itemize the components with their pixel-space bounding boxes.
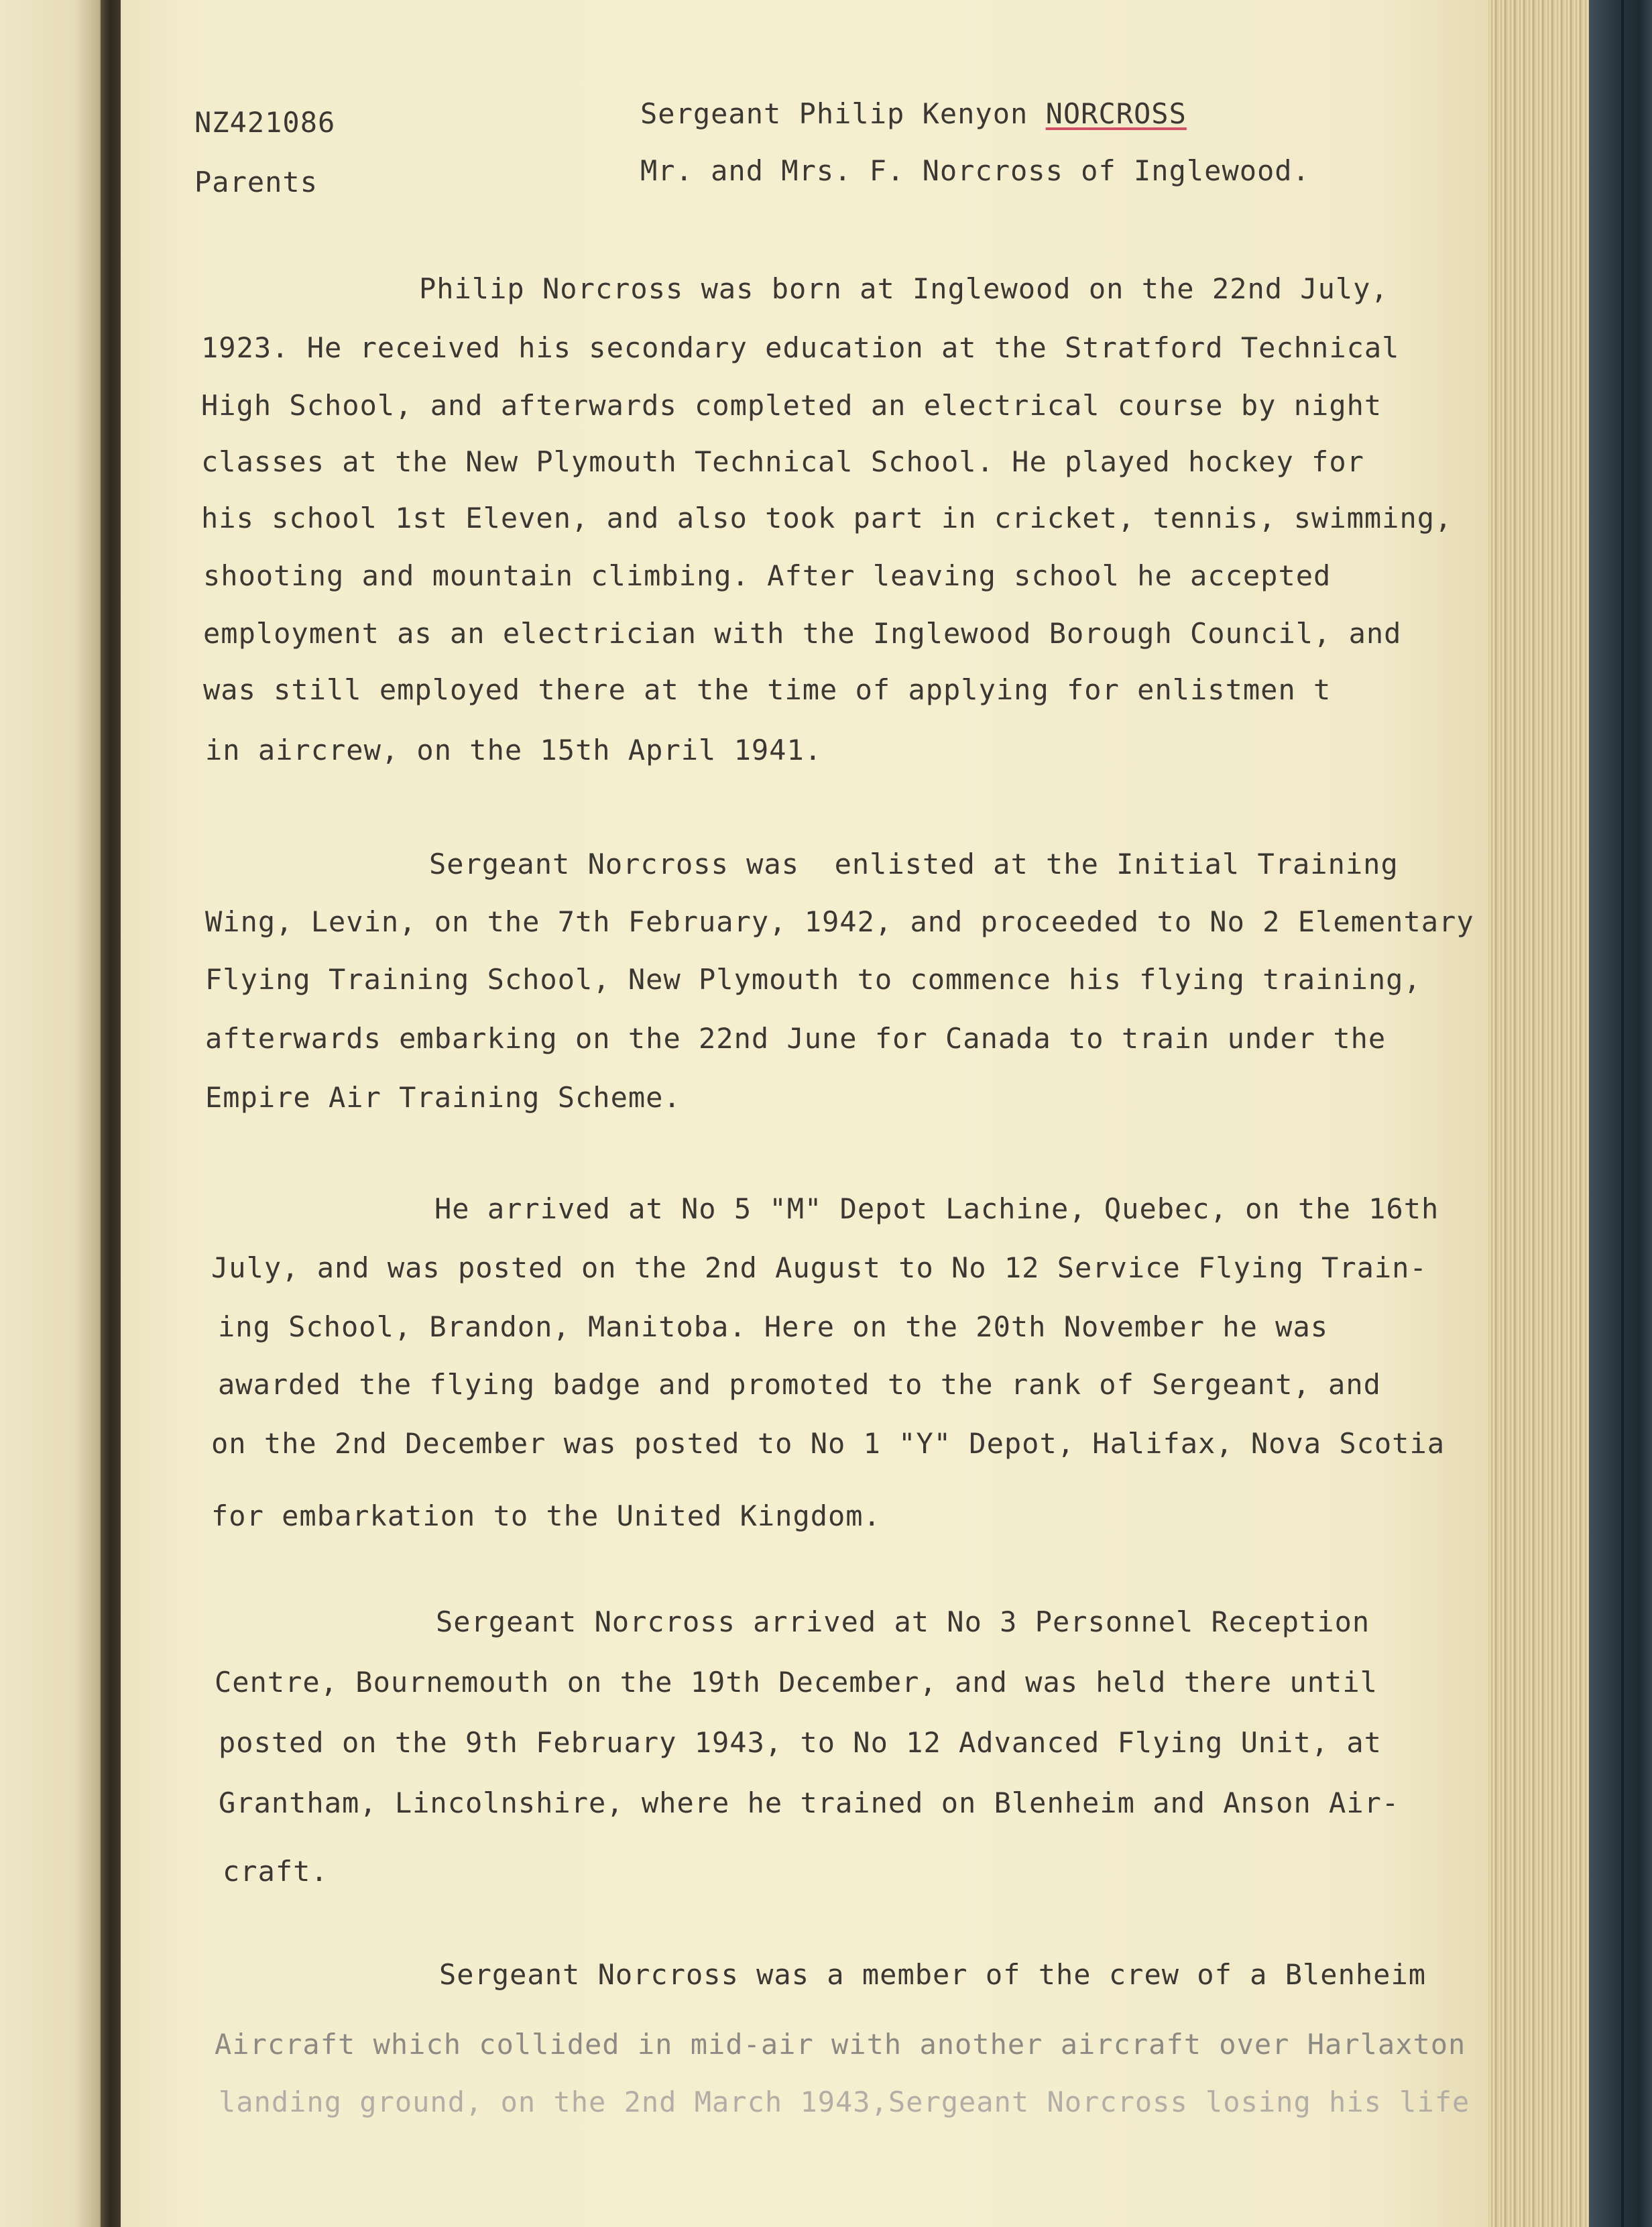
paragraph-1-line-1: Philip Norcross was born at Inglewood on the 22nd July, <box>419 272 1389 305</box>
parents-value: Mr. and Mrs. F. Norcross of Inglewood. <box>640 154 1310 187</box>
paragraph-4-line-4: Grantham, Lincolnshire, where he trained on Blenheim and Anson Air- <box>219 1786 1400 1819</box>
paragraph-2-line-4: afterwards embarking on the 22nd June for Canada to train under the <box>205 1022 1386 1055</box>
paragraph-1-line-7: employment as an electrician with the Inglewood Borough Council, and <box>203 617 1402 650</box>
paragraph-1-line-9: in aircrew, on the 15th April 1941. <box>205 734 823 766</box>
paragraph-1-line-6: shooting and mountain climbing. After leaving school he accepted <box>203 559 1332 592</box>
paragraph-3-line-6: for embarkation to the United Kingdom. <box>211 1499 881 1532</box>
paragraph-4-line-1: Sergeant Norcross arrived at No 3 Personnel Reception <box>436 1605 1370 1638</box>
paragraph-3-line-3: ing School, Brandon, Manitoba. Here on the 20th November he was <box>218 1310 1329 1343</box>
paragraph-5-line-1: Sergeant Norcross was a member of the crew of a Blenheim <box>439 1958 1427 1991</box>
paragraph-2-line-2: Wing, Levin, on the 7th February, 1942, and proceeded to No 2 Elementary <box>205 905 1474 938</box>
record-title <box>640 97 1187 131</box>
service-number: NZ421086 <box>194 106 336 139</box>
paragraph-3-line-4: awarded the flying badge and promoted to the rank of Sergeant, and <box>218 1368 1381 1401</box>
paragraph-4-line-5: craft. <box>223 1855 329 1888</box>
paragraph-2-line-5: Empire Air Training Scheme. <box>205 1081 681 1114</box>
paragraph-3-line-2: July, and was posted on the 2nd August to No 12 Service Flying Train- <box>211 1251 1427 1284</box>
paragraph-5-line-2: Aircraft which collided in mid-air with another aircraft over Harlaxton <box>215 2028 1466 2061</box>
parents-label: Parents <box>194 166 318 198</box>
paragraph-2-line-1: Sergeant Norcross was enlisted at the Initial Training <box>429 848 1399 880</box>
paragraph-4-line-2: Centre, Bournemouth on the 19th December, and was held there until <box>215 1666 1378 1699</box>
paragraph-1-line-3: High School, and afterwards completed an electrical course by night <box>201 389 1382 422</box>
paragraph-1-line-2: 1923. He received his secondary education at the Stratford Technical <box>201 331 1400 364</box>
paragraph-3-line-5: on the 2nd December was posted to No 1 "Y" Depot, Halifax, Nova Scotia <box>211 1427 1446 1460</box>
paragraph-2-line-3: Flying Training School, New Plymouth to commence his flying training, <box>205 963 1421 996</box>
paragraph-3-line-1: He arrived at No 5 "M" Depot Lachine, Quebec, on the 16th <box>434 1192 1439 1225</box>
paragraph-4-line-3: posted on the 9th February 1943, to No 12 Advanced Flying Unit, at <box>219 1726 1382 1759</box>
paragraph-1-line-5: his school 1st Eleven, and also took part in cricket, tennis, swimming, <box>201 502 1453 534</box>
rank-and-given-names: Sergeant Philip Kenyon <box>640 97 1046 130</box>
paragraph-1-line-4: classes at the New Plymouth Technical School. He played hockey for <box>201 445 1364 478</box>
paragraph-1-line-8: was still employed there at the time of applying for enlistmen t <box>203 673 1332 706</box>
paragraph-5-line-3: landing ground, on the 2nd March 1943,Sergeant Norcross losing his life <box>219 2086 1470 2118</box>
surname: NORCROSS <box>1045 97 1187 130</box>
